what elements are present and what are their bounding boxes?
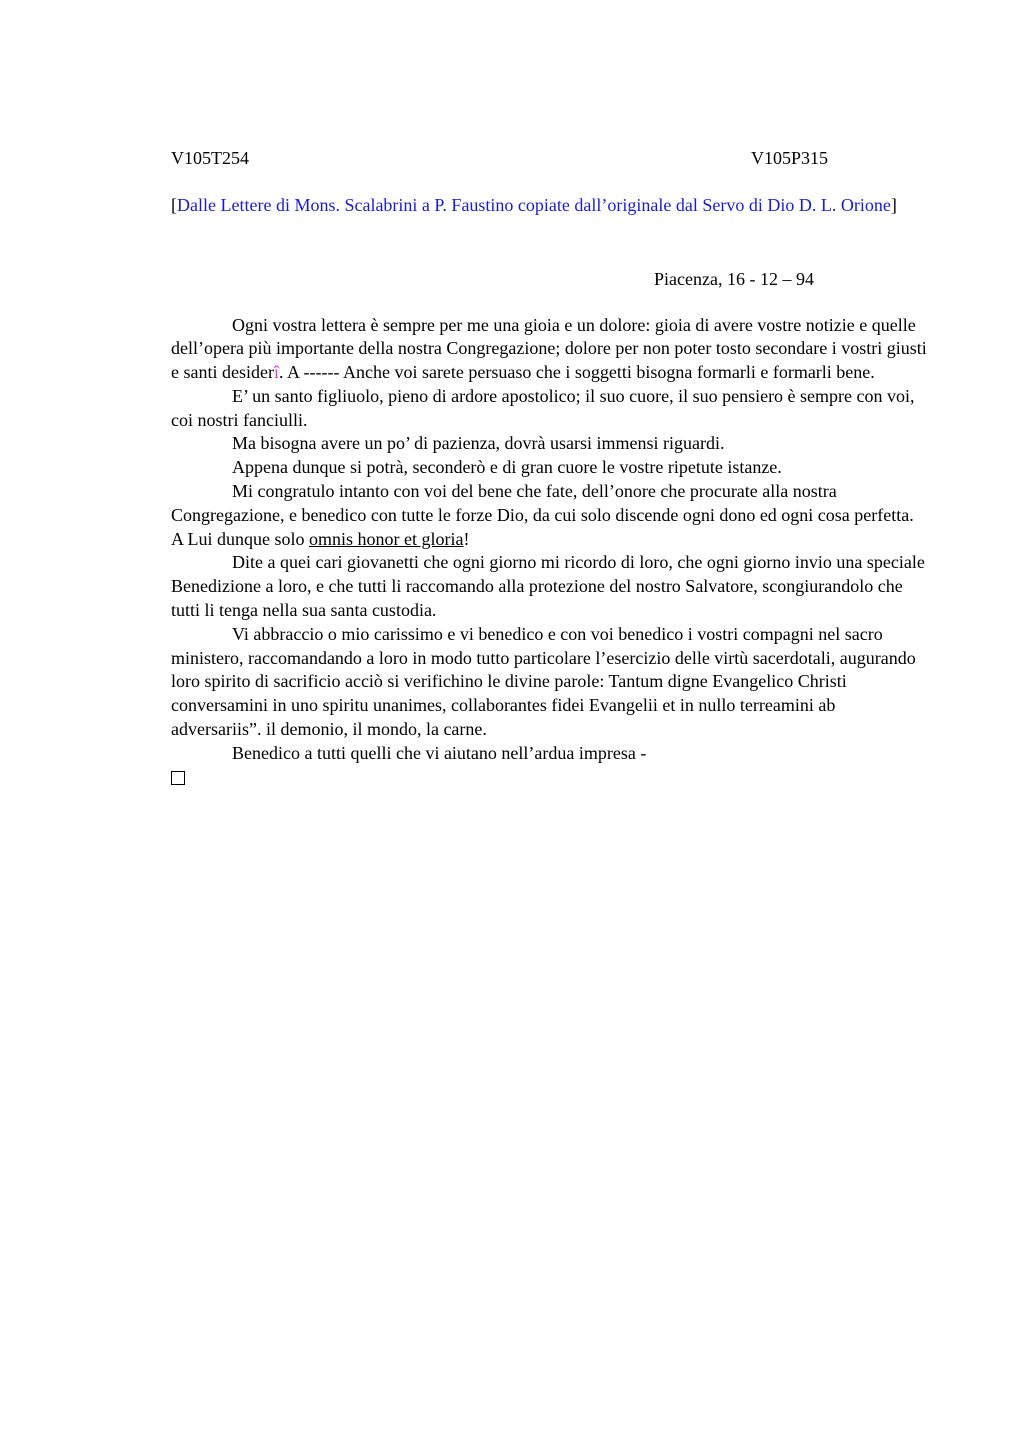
underlined-phrase: omnis honor et gloria [309,528,464,549]
paragraph-5 [171,480,928,551]
reference-row [171,145,928,171]
paragraph-6: Dite a quei cari giovanetti che ogni giorno mi ricordo di loro, che ogni giorno invio una speciale Benedizione a loro, e che tutti li raccomando alla protezione del nostro Salvatore, scongiurandolo che tutti li tenga nella sua santa custodia. [171,552,925,621]
paragraph-7: Vi abbraccio o mio carissimo e vi benedico e con voi benedico i vostri compagni nel sacro ministero, raccomandando a loro in modo tutto particolare l’esercizio delle virtù sacerdotali, augurando loro spirito di sacrificio acciò si verifichino le divine parole: Tantum digne Evangelico Christi conversamini in uno spiritu unanimes, collaborantes fidei Evangelii et in nullo terreamini ab adversariis”. il demonio, il mondo, la carne. [171,623,916,740]
paragraph-4: Appena dunque si potrà, seconderò e di gran cuore le vostre ripetute istanze. [232,457,782,478]
paragraph-5-text-a: Mi congratulo intanto con voi del bene che fate, dell’onore che procurate alla nostra Congregazione, e benedico con tutte le forze Dio, da cui solo discende ogni dono ed ogni cosa perfetta. A Lui dunque solo [171,481,914,549]
document-page [171,145,928,790]
dateline: Piacenza, 16 - 12 – 94 [654,268,814,289]
source-note [171,194,921,218]
volume-text-ref: V105T254 [171,148,249,168]
checkbox-square-icon [171,771,185,785]
end-marker [171,766,928,790]
paragraph-3: Ma bisogna avere un po’ di pazienza, dovrà usarsi immensi riguardi. [232,433,725,454]
correction-mark: î [273,362,279,383]
open-bracket: [ [171,195,177,215]
volume-page-ref: V105P315 [751,148,829,168]
close-bracket: ] [890,195,897,215]
source-note-text: Dalle Lettere di Mons. Scalabrini a P. Faustino copiate dall’originale dal Servo di Dio D. L. Orione [177,195,891,215]
paragraph-8: Benedico a tutti quelli che vi aiutano nell’ardua impresa - [232,742,647,763]
paragraph-5-text-b: ! [463,528,470,549]
paragraph-2: E’ un santo figliuolo, pieno di ardore apostolico; il suo cuore, il suo pensiero è sempre con voi, coi nostri fanciulli. [171,385,915,430]
paragraph-1-text-b: . A ------ Anche voi sarete persuaso che i soggetti bisogna formarli e formarli bene. [278,362,875,383]
letter-body [171,314,928,766]
paragraph-1 [171,314,928,385]
paragraph-1-text-a: Ogni vostra lettera è sempre per me una gioia e un dolore: gioia di avere vostre notizie e quelle dell’opera più importante della nostra Congregazione; dolore per non poter tosto secondare i vostri giusti e santi desider [171,314,927,383]
